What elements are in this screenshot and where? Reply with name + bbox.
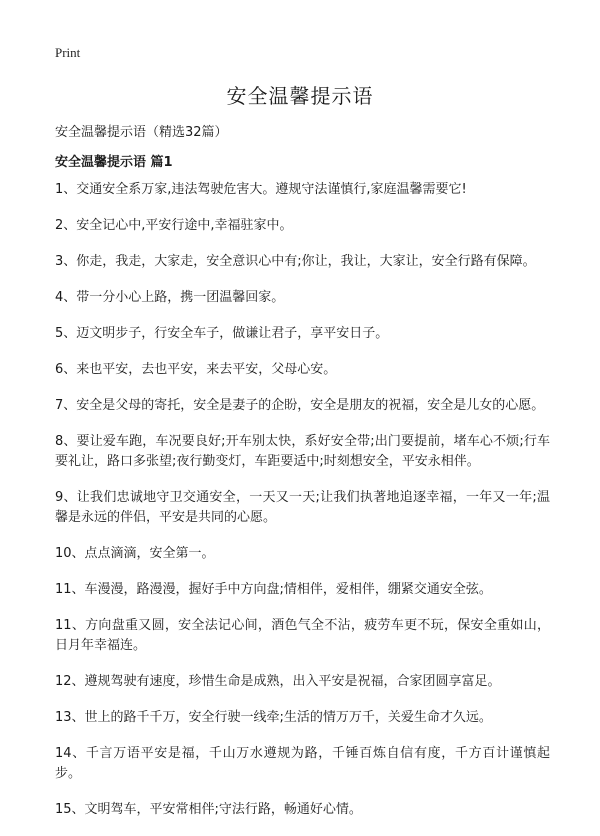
list-item: 12、遵规驾驶有速度，珍惜生命是成熟，出入平安是祝福，合家团圆享富足。	[55, 674, 501, 689]
list-item: 11、车漫漫，路漫漫，握好手中方向盘;情相伴，爱相伴，绷紧交通安全弦。	[55, 582, 492, 597]
list-item: 2、安全记心中,平安行途中,幸福驻家中。	[55, 218, 293, 233]
list-item: 7、安全是父母的寄托，安全是妻子的企盼，安全是朋友的祝福，安全是儿女的心愿。	[55, 398, 545, 413]
list-item: 6、来也平安，去也平安，来去平安，父母心安。	[55, 362, 337, 377]
document-subtitle: 安全温馨提示语（精选32篇）	[55, 125, 228, 140]
list-item: 8、要让爱车跑，车况要良好;开车别太快，系好安全带;出门要提前，堵车心不烦;行车要礼让，路口多张望;夜行勤变灯，车距要适中;时刻想安全，平安永相伴。	[55, 434, 550, 469]
list-item: 3、你走，我走，大家走，安全意识心中有;你让，我让，大家让，安全行路有保障。	[55, 254, 536, 269]
list-item: 4、带一分小心上路，携一团温馨回家。	[55, 290, 285, 305]
tips-list	[55, 180, 550, 836]
list-item: 5、迈文明步子，行安全车子，做谦让君子，享平安日子。	[55, 326, 389, 341]
list-item: 13、世上的路千千万，安全行驶一线牵;生活的情万万千，关爱生命才久远。	[55, 710, 492, 725]
list-item: 10、点点滴滴，安全第一。	[55, 546, 215, 561]
list-item: 11、方向盘重又圆，安全法记心间，酒色气全不沾，疲劳车更不玩，保安全重如山，日月年幸福连。	[55, 618, 550, 653]
list-item: 14、千言万语平安是福，千山万水遵规为路，千锤百炼自信有度，千方百计谨慎起步。	[55, 746, 550, 781]
list-item: 15、文明驾车，平安常相伴;守法行路，畅通好心情。	[55, 802, 362, 817]
print-link[interactable]: Print	[55, 45, 81, 60]
list-item: 1、交通安全系万家,违法驾驶危害大。遵规守法谨慎行,家庭温馨需要它!	[55, 182, 467, 197]
section-heading: 安全温馨提示语 篇1	[55, 155, 173, 170]
page-title: 安全温馨提示语	[226, 84, 374, 108]
list-item: 9、让我们忠诚地守卫交通安全，一天又一天;让我们执著地追逐幸福，一年又一年;温馨是永远的伴侣，平安是共同的心愿。	[55, 490, 550, 525]
